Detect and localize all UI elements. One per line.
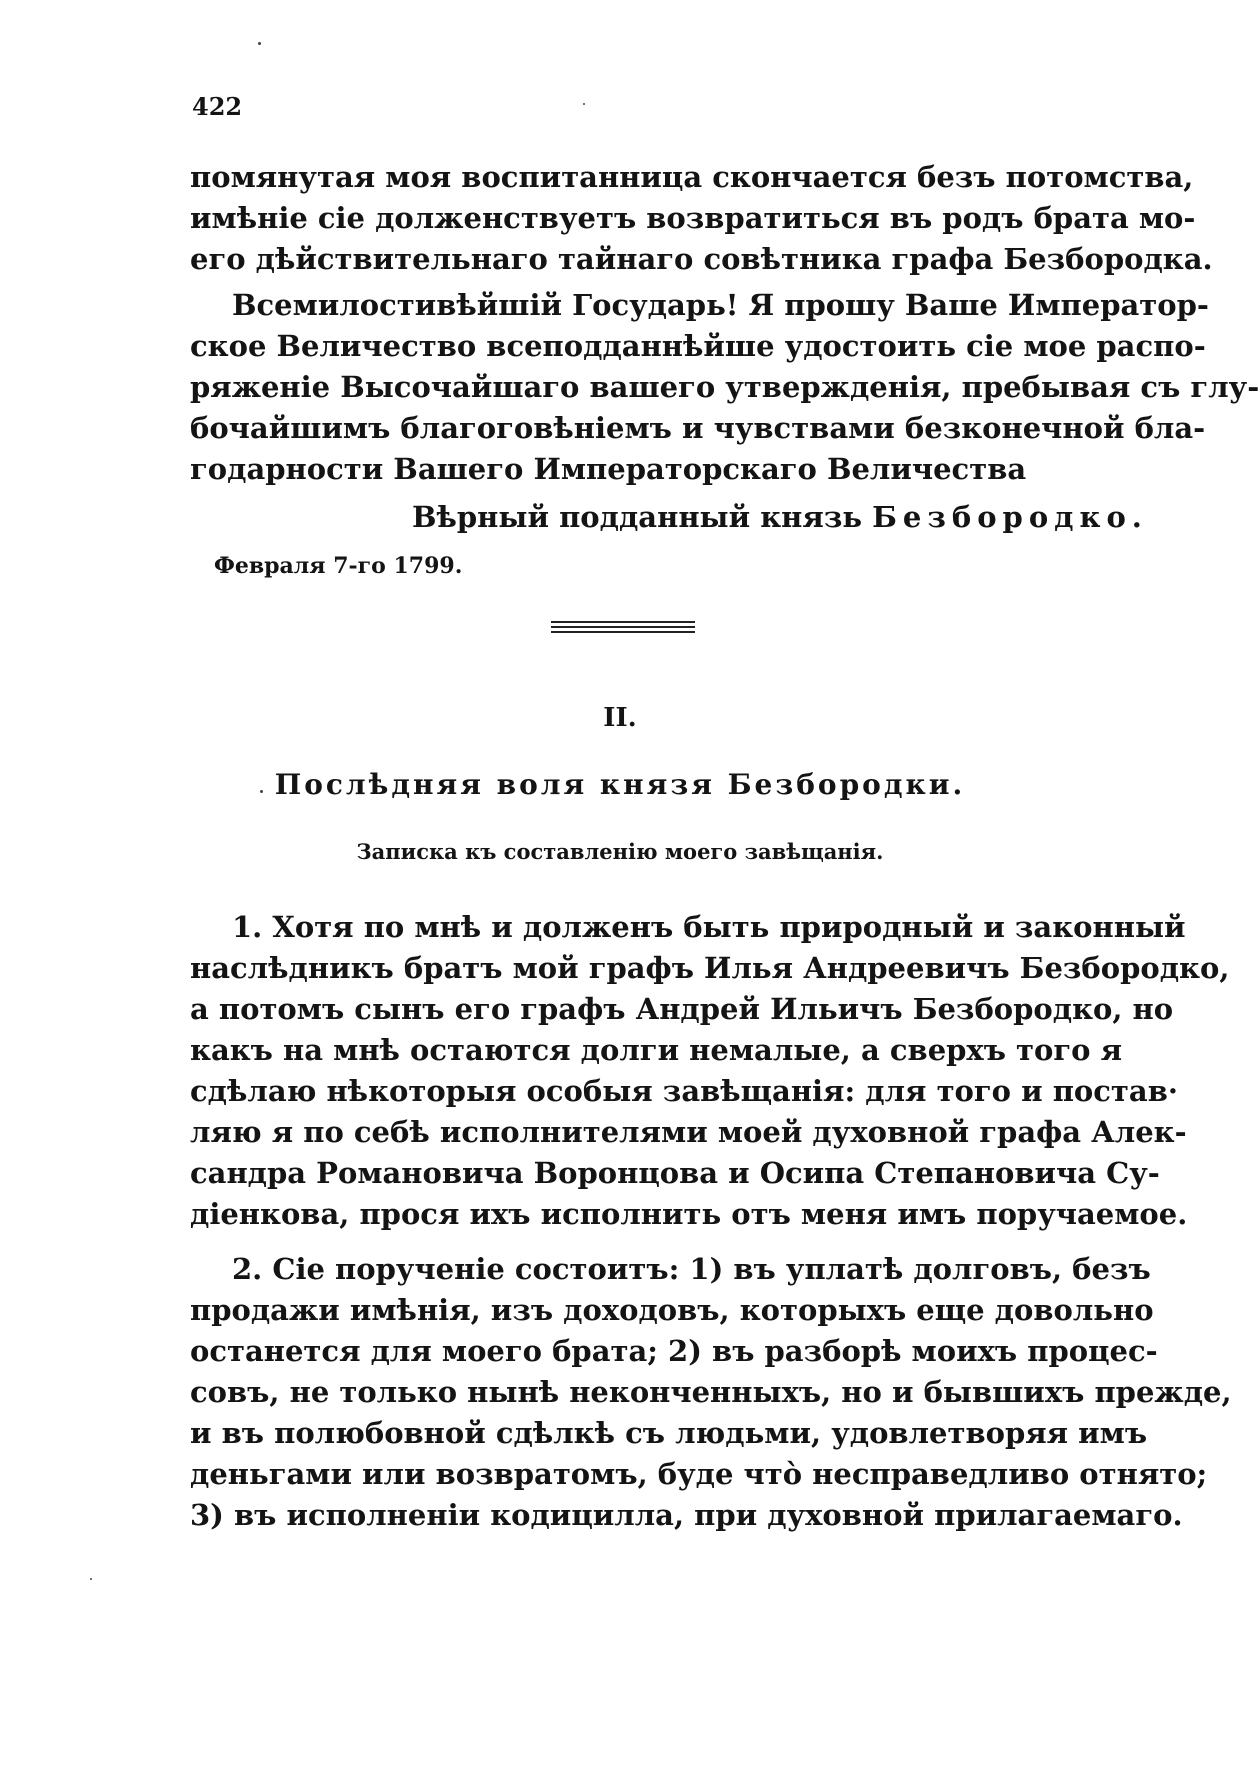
text-line: годарности Вашего Императорскаго Величества bbox=[190, 452, 1027, 486]
text-line: останется для моего брата; 2) въ разборѣ моихъ процес- bbox=[190, 1334, 1158, 1368]
section-title: Послѣдняя воля князя Безбородки. bbox=[274, 768, 966, 801]
text-line: продажи имѣнія, изъ доходовъ, которыхъ еще довольно bbox=[190, 1293, 1154, 1327]
signature-prefix: Вѣрный подданный князь bbox=[412, 500, 863, 534]
signature bbox=[412, 497, 1148, 538]
scan-speck bbox=[90, 1578, 92, 1580]
address-paragraph bbox=[190, 285, 1259, 490]
text-line: имѣніе сіе долженствуетъ возвратиться въ родъ брата мо- bbox=[190, 201, 1196, 235]
text-line: а потомъ сынъ его графъ Андрей Ильичъ Безбородко, но bbox=[190, 992, 1174, 1026]
signature-name: Безбородко. bbox=[872, 500, 1148, 534]
item-2-paragraph bbox=[190, 1249, 1232, 1536]
text-line: 2. Сіе порученіе состоитъ: 1) въ уплатѣ долговъ, безъ bbox=[232, 1252, 1151, 1286]
text-line: діенкова, прося ихъ исполнить отъ меня имъ поручаемое. bbox=[190, 1197, 1188, 1231]
text-line: какъ на мнѣ остаются долги немалые, а сверхъ того я bbox=[190, 1033, 1122, 1067]
page-number: 422 bbox=[192, 92, 243, 121]
letter-date: Февраля 7-го 1799. bbox=[214, 553, 463, 579]
scan-speck bbox=[258, 42, 261, 45]
text-line: 3) въ исполненіи кодицилла, при духовной прилагаемаго. bbox=[190, 1498, 1183, 1532]
section-subtitle: Записка къ составленію моего завѣщанія. bbox=[356, 839, 884, 864]
text-line: и въ полюбовной сдѣлкѣ съ людьми, удовлетворяя имъ bbox=[190, 1416, 1148, 1450]
text-line: ское Величество всеподданнѣйше удостоить сіе мое распо- bbox=[190, 329, 1206, 363]
text-line: совъ, не только нынѣ неконченныхъ, но и бывшихъ прежде, bbox=[190, 1375, 1232, 1409]
text-line: ряженіе Высочайшаго вашего утвержденія, пребывая съ глу- bbox=[190, 370, 1259, 404]
scan-speck bbox=[583, 103, 585, 105]
text-line: 1. Хотя по мнѣ и долженъ быть природный и законный bbox=[232, 910, 1186, 944]
text-line: ляю я по себѣ исполнителями моей духовной графа Алек- bbox=[190, 1115, 1187, 1149]
text-line: сандра Романовича Воронцова и Осипа Степановича Су- bbox=[190, 1156, 1160, 1190]
text-line: его дѣйствительнаго тайнаго совѣтника графа Безбородка. bbox=[190, 242, 1213, 276]
top-paragraph bbox=[190, 157, 1213, 280]
text-line: бочайшимъ благоговѣніемъ и чувствами безконечной бла- bbox=[190, 411, 1206, 445]
text-line: деньгами или возвратомъ, буде чтò несправедливо отнято; bbox=[190, 1457, 1208, 1491]
section-divider bbox=[551, 621, 695, 636]
text-line: наслѣдникъ братъ мой графъ Илья Андреевичъ Безбородко, bbox=[190, 951, 1230, 985]
item-1-paragraph bbox=[190, 907, 1230, 1235]
text-line: сдѣлаю нѣкоторыя особыя завѣщанія: для того и постав· bbox=[190, 1074, 1178, 1108]
section-number: II. bbox=[603, 703, 637, 733]
text-line: помянутая моя воспитанница скончается безъ потомства, bbox=[190, 160, 1194, 194]
text-line: Всемилостивѣйшій Государь! Я прошу Ваше Император- bbox=[232, 288, 1209, 322]
